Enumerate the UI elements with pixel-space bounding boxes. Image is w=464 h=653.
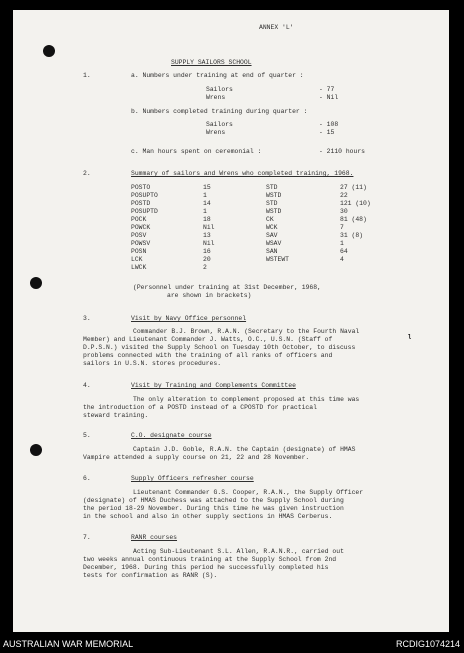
table-cell: LWCK: [131, 264, 147, 271]
table-cell: WSAV: [266, 240, 282, 247]
paragraph-line: two weeks annual continuous training at the Supply School from 2nd: [83, 556, 337, 563]
table-note: (Personnel under training at 31st December, 1968,: [133, 284, 321, 291]
table-cell: WSTEWT: [266, 256, 290, 263]
table-cell: SAV: [266, 232, 278, 239]
section-title: C.O. designate course: [131, 432, 212, 439]
section-number: 5.: [83, 432, 91, 439]
paragraph-line: Vampire attended a supply course on 21, 22 and 28 November.: [83, 454, 310, 461]
paragraph-line: D.P.S.N.) visited the Supply School on Tuesday 10th October, to discuss: [83, 344, 356, 351]
paragraph-line: the period 18-29 November. During this time he was given instruction: [83, 505, 344, 512]
archive-footer: [0, 634, 464, 653]
table-cell: STD: [266, 200, 278, 207]
table-cell: 2: [203, 264, 207, 271]
table-cell: Nil: [203, 240, 215, 247]
paragraph-line: the introduction of a POSTD instead of a CPOSTD for practical: [83, 404, 317, 411]
row-value: - 77: [319, 86, 335, 93]
table-cell: CK: [266, 216, 274, 223]
section-number: 7.: [83, 534, 91, 541]
table-cell: 1: [203, 192, 207, 199]
table-cell: 4: [340, 256, 344, 263]
paragraph-line: steward training.: [83, 412, 149, 419]
table-cell: 81 (48): [340, 216, 367, 223]
section-number: 3.: [83, 315, 91, 322]
section-title: Visit by Navy Office personnel: [131, 315, 247, 322]
paragraph-line: problems connected with the training of all ranks of officers and: [83, 352, 333, 359]
section-title: Visit by Training and Complements Committee: [131, 382, 296, 389]
row-label: Sailors: [206, 121, 233, 128]
table-cell: SAN: [266, 248, 278, 255]
item-c-value: - 2110 hours: [319, 148, 366, 155]
table-cell: 64: [340, 248, 348, 255]
section-title: Supply Officers refresher course: [131, 475, 254, 482]
section-title: RANR courses: [131, 534, 178, 541]
table-cell: 31 (8): [340, 232, 364, 239]
punch-hole: [30, 277, 42, 289]
table-cell: 27 (11): [340, 184, 367, 191]
table-cell: POWSV: [131, 240, 151, 247]
section-number: 2.: [83, 170, 91, 177]
punch-hole: [30, 444, 42, 456]
paragraph-line: Acting Sub-Lieutenant S.L. Allen, R.A.N.R., carried out: [133, 548, 344, 555]
table-note: are shown in brackets): [167, 292, 252, 299]
table-cell: POCK: [131, 216, 147, 223]
row-label: Wrens: [206, 94, 226, 101]
paragraph-line: Member) and Lieutenant Commander J. Watts, O.C., U.S.N. (Staff of: [83, 336, 333, 343]
paragraph-line: (designate) of HMAS Duchess was attached to the Supply School during: [83, 497, 344, 504]
section-title: Summary of sailors and Wrens who completed training, 1968.: [131, 170, 354, 177]
table-cell: POSUPTO: [131, 192, 158, 199]
table-cell: 7: [340, 224, 344, 231]
row-label: Sailors: [206, 86, 233, 93]
table-cell: 1: [203, 208, 207, 215]
table-cell: WCK: [266, 224, 278, 231]
punch-hole: [43, 45, 55, 57]
section-number: 1.: [83, 72, 91, 79]
table-cell: 121 (10): [340, 200, 371, 207]
row-label: Wrens: [206, 129, 226, 136]
paragraph-line: The only alteration to complement proposed at this time was: [133, 396, 360, 403]
paragraph-line: in the school and also in other supply sections in HMAS Cerberus.: [83, 513, 333, 520]
table-cell: 13: [203, 232, 211, 239]
section-number: 4.: [83, 382, 91, 389]
table-cell: 15: [203, 184, 211, 191]
table-cell: 14: [203, 200, 211, 207]
table-cell: POSN: [131, 248, 147, 255]
table-cell: POSTD: [131, 200, 151, 207]
section-number: 6.: [83, 475, 91, 482]
table-cell: POWCK: [131, 224, 151, 231]
document-heading: SUPPLY SAILORS SCHOOL: [171, 59, 252, 66]
paragraph-line: Commander B.J. Brown, R.A.N. (Secretary to the Fourth Naval: [133, 328, 360, 335]
table-cell: WSTD: [266, 208, 282, 215]
paragraph-line: Captain J.D. Goble, R.A.N. the Captain (designate) of HMAS: [133, 446, 356, 453]
table-cell: POSV: [131, 232, 147, 239]
document-page: [13, 10, 449, 632]
archive-name: AUSTRALIAN WAR MEMORIAL: [3, 639, 134, 649]
table-cell: POSTO: [131, 184, 151, 191]
table-cell: 1: [340, 240, 344, 247]
paragraph-line: December, 1968. During this period he successfully completed his: [83, 564, 329, 571]
item-a: a. Numbers under training at end of quarter :: [131, 72, 304, 79]
table-cell: 20: [203, 256, 211, 263]
table-cell: POSUPTD: [131, 208, 158, 215]
table-cell: LCK: [131, 256, 143, 263]
row-value: - 15: [319, 129, 335, 136]
paragraph-line: tests for confirmation as RANR (S).: [83, 572, 218, 579]
row-value: - Nil: [319, 94, 339, 101]
table-cell: 30: [340, 208, 348, 215]
row-value: - 108: [319, 121, 339, 128]
item-c: c. Man hours spent on ceremonial :: [131, 148, 262, 155]
paragraph-line: Lieutenant Commander G.S. Cooper, R.A.N., the Supply Officer: [133, 489, 364, 496]
table-cell: 22: [340, 192, 348, 199]
record-id: RCDIG1074214: [395, 639, 460, 649]
table-cell: 18: [203, 216, 211, 223]
table-cell: Nil: [203, 224, 215, 231]
table-cell: STD: [266, 184, 278, 191]
annex-label: ANNEX 'L': [259, 24, 294, 31]
table-cell: WSTD: [266, 192, 282, 199]
paragraph-line: sailors in U.S.N. stores procedures.: [83, 360, 222, 367]
table-cell: 16: [203, 248, 211, 255]
item-b: b. Numbers completed training during quarter :: [131, 108, 308, 115]
pen-mark: ɩ: [407, 332, 413, 342]
